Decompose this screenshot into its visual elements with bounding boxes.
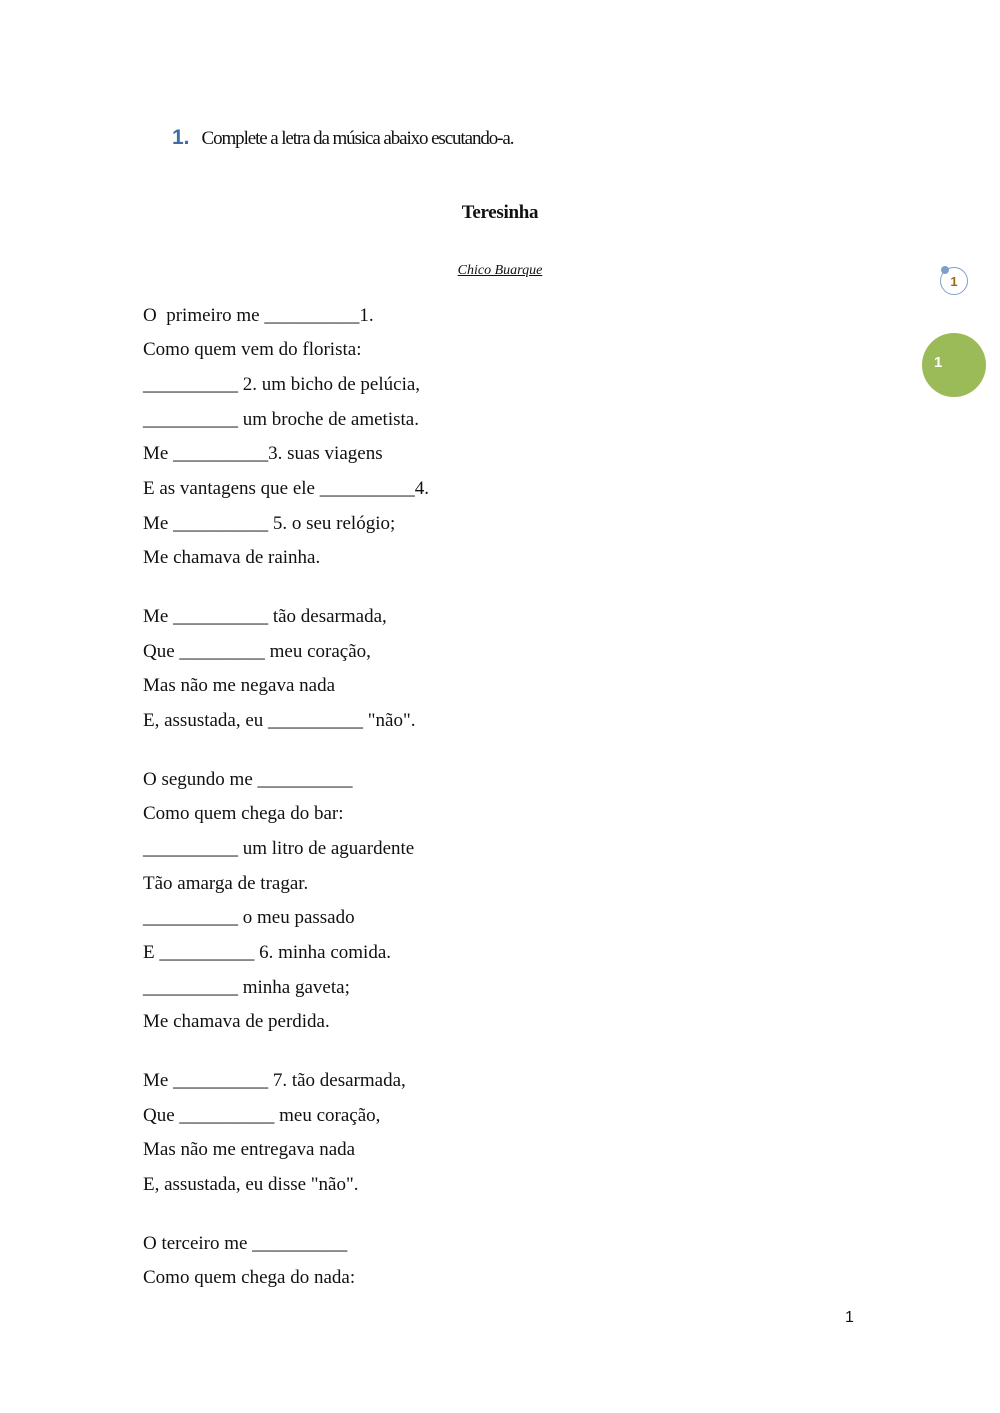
lyric-line: Como quem chega do bar: [143,803,344,824]
lyric-line: O terceiro me __________ [143,1233,348,1254]
song-title: Teresinha [461,202,539,223]
lyric-line: Mas não me entregava nada [143,1139,356,1160]
lyric-line: Me __________ 7. tão desarmada, [143,1070,406,1091]
lyric-line: Que _________ meu coração, [143,641,371,662]
page-number: 1 [845,1309,854,1326]
lyric-line: __________ um litro de aguardente [143,838,415,859]
lyric-line: Como quem vem do florista: [143,339,362,360]
lyric-line: __________ minha gaveta; [143,977,350,998]
lyric-line: __________ o meu passado [143,907,355,928]
lyric-line: Me __________ tão desarmada, [143,606,387,627]
lyric-line: Que __________ meu coração, [143,1105,381,1126]
lyric-line: O primeiro me __________1. [143,305,374,326]
lyric-line: __________ um broche de ametista. [143,409,419,430]
comment-marker-large[interactable]: 1 [922,333,986,397]
lyric-line: Me chamava de rainha. [143,547,321,568]
lyric-line: Mas não me negava nada [143,675,336,696]
comment-marker-dot [941,266,949,274]
instruction-text: Complete a letra da música abaixo escutando-a. [201,128,514,149]
lyric-line: E, assustada, eu disse "não". [143,1174,359,1195]
lyric-line: Me __________ 5. o seu relógio; [143,513,396,534]
lyric-line: Me chamava de perdida. [143,1011,330,1032]
lyric-line: Tão amarga de tragar. [143,873,309,894]
lyric-line: E as vantagens que ele __________4. [143,478,429,499]
lyric-line: O segundo me __________ [143,769,353,790]
song-author: Chico Buarque [457,263,543,278]
lyric-line: E __________ 6. minha comida. [143,942,392,963]
lyric-line: __________ 2. um bicho de pelúcia, [143,374,421,395]
lyric-line: Me __________3. suas viagens [143,443,383,464]
comment-marker-small[interactable]: 1 [940,267,968,295]
lyric-line: E, assustada, eu __________ "não". [143,710,416,731]
instruction-number: 1. [172,126,190,149]
lyric-line: Como quem chega do nada: [143,1267,356,1288]
instruction [172,126,513,150]
